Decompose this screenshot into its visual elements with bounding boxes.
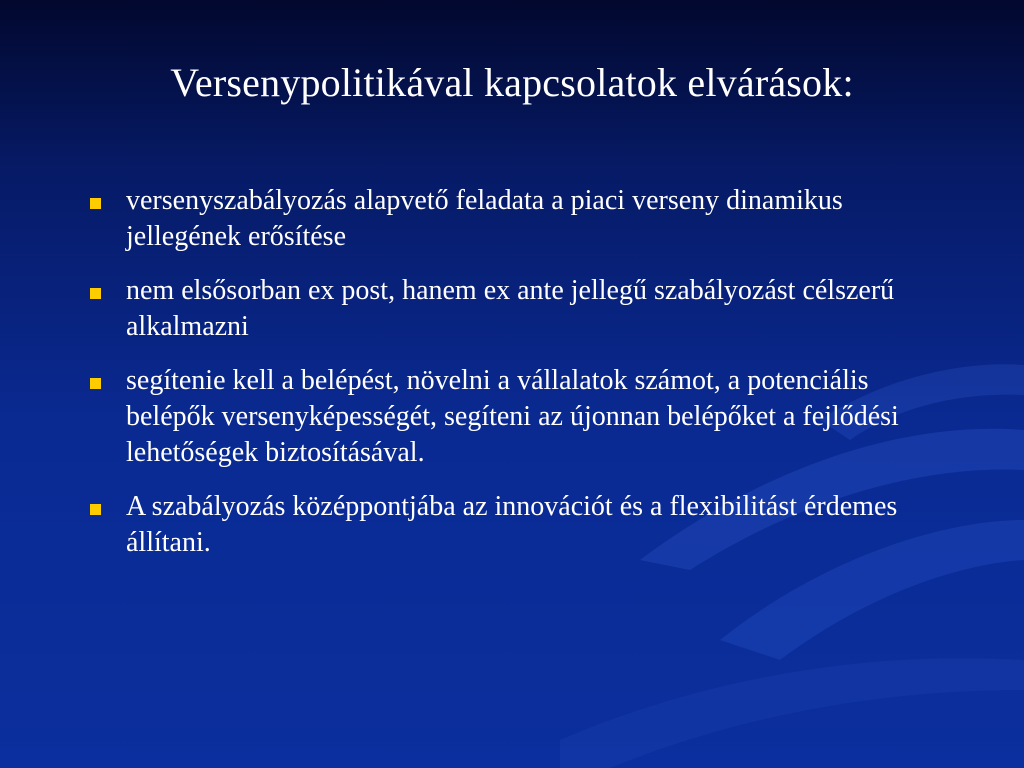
bullet-item	[88, 273, 938, 345]
bullet-item	[88, 363, 938, 471]
slide-title: Versenypolitikával kapcsolatok elvárások:	[170, 60, 854, 105]
bullet-text: A szabályozás középpontjába az innovációt és a flexibilitást érdemes állítani.	[126, 491, 898, 558]
bullet-item	[88, 489, 938, 561]
bullet-square-icon	[90, 198, 101, 209]
bullet-text: nem elsősorban ex post, hanem ex ante jellegű szabályozást célszerű alkalmazni	[126, 275, 895, 342]
bullet-item	[88, 183, 938, 255]
bullet-text: versenyszabályozás alapvető feladata a piaci verseny dinamikus jellegének erősítése	[126, 185, 843, 252]
bullet-list	[88, 183, 938, 579]
bullet-text: segítenie kell a belépést, növelni a vállalatok számot, a potenciális belépők versenyképességét, segíteni az újonnan belépőket a fejlődési lehetőségek biztosításával.	[126, 365, 899, 468]
bullet-square-icon	[90, 288, 101, 299]
bullet-square-icon	[90, 378, 101, 389]
bullet-square-icon	[90, 504, 101, 515]
